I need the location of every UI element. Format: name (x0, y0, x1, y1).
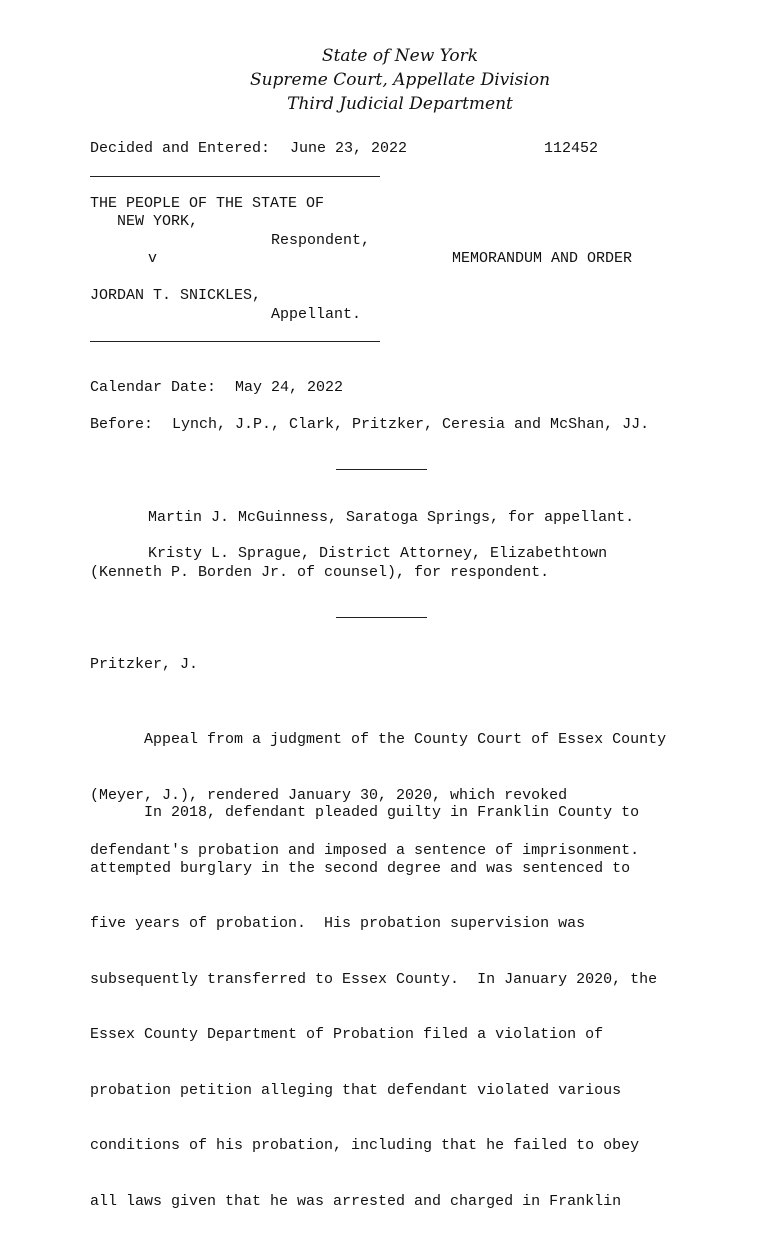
paragraph-line: all laws given that he was arrested and charged in Franklin (90, 1192, 622, 1210)
paragraph-line: subsequently transferred to Essex County. In January 2020, the (90, 970, 658, 988)
docket-number: 112452 (544, 140, 599, 157)
court-department-line: Third Judicial Department (287, 94, 513, 114)
court-name-line: Supreme Court, Appellate Division (249, 70, 551, 90)
opinion-author: Pritzker, J. (90, 656, 199, 673)
paragraph-line: Essex County Department of Probation filed a violation of (90, 1026, 604, 1043)
panel-judges: Lynch, J.P., Clark, Pritzker, Ceresia and McShan, JJ. (172, 416, 650, 433)
paragraph-line: Appeal from a judgment of the County Court of Essex County (90, 731, 667, 748)
decided-date: June 23, 2022 (290, 140, 408, 157)
court-state-line: State of New York (321, 46, 479, 66)
paragraph-line: In 2018, defendant pleaded guilty in Franklin County to (90, 804, 640, 821)
appellant-counsel: Martin J. McGuinness, Saratoga Springs, for appellant. (148, 509, 635, 526)
respondent-counsel-line2: (Kenneth P. Borden Jr. of counsel), for respondent. (90, 564, 550, 581)
paragraph-line: conditions of his probation, including that he failed to obey (90, 1137, 640, 1154)
caption-bottom-rule (90, 341, 380, 342)
paragraph-line: defendant's probation and imposed a sentence of imprisonment. (90, 842, 640, 859)
paragraph-line: probation petition alleging that defendant violated various (90, 1081, 622, 1099)
opinion-paragraph-2 (90, 767, 657, 1248)
calendar-date: May 24, 2022 (235, 379, 344, 396)
section-divider-1 (336, 469, 427, 470)
paragraph-line: five years of probation. His probation supervision was (90, 915, 586, 932)
respondent-counsel-line1: Kristy L. Sprague, District Attorney, Elizabethtown (148, 545, 608, 562)
court-header (0, 44, 770, 116)
paragraph-line: (Meyer, J.), rendered January 30, 2020, which revoked (90, 786, 568, 804)
before-label: Before: (90, 416, 154, 433)
section-divider-2 (336, 617, 427, 618)
caption-top-rule (90, 176, 380, 177)
decided-label: Decided and Entered: (90, 140, 271, 157)
calendar-label: Calendar Date: (90, 379, 217, 396)
versus-label: v (148, 250, 158, 267)
party1-name-line2: NEW YORK, (117, 213, 199, 230)
decision-type: MEMORANDUM AND ORDER (452, 250, 633, 267)
party2-name: JORDAN T. SNICKLES, (90, 287, 262, 304)
party1-name-line1: THE PEOPLE OF THE STATE OF (90, 195, 325, 212)
paragraph-line: attempted burglary in the second degree and was sentenced to (90, 859, 631, 877)
party1-role: Respondent, (271, 232, 371, 249)
party2-role: Appellant. (271, 306, 362, 323)
